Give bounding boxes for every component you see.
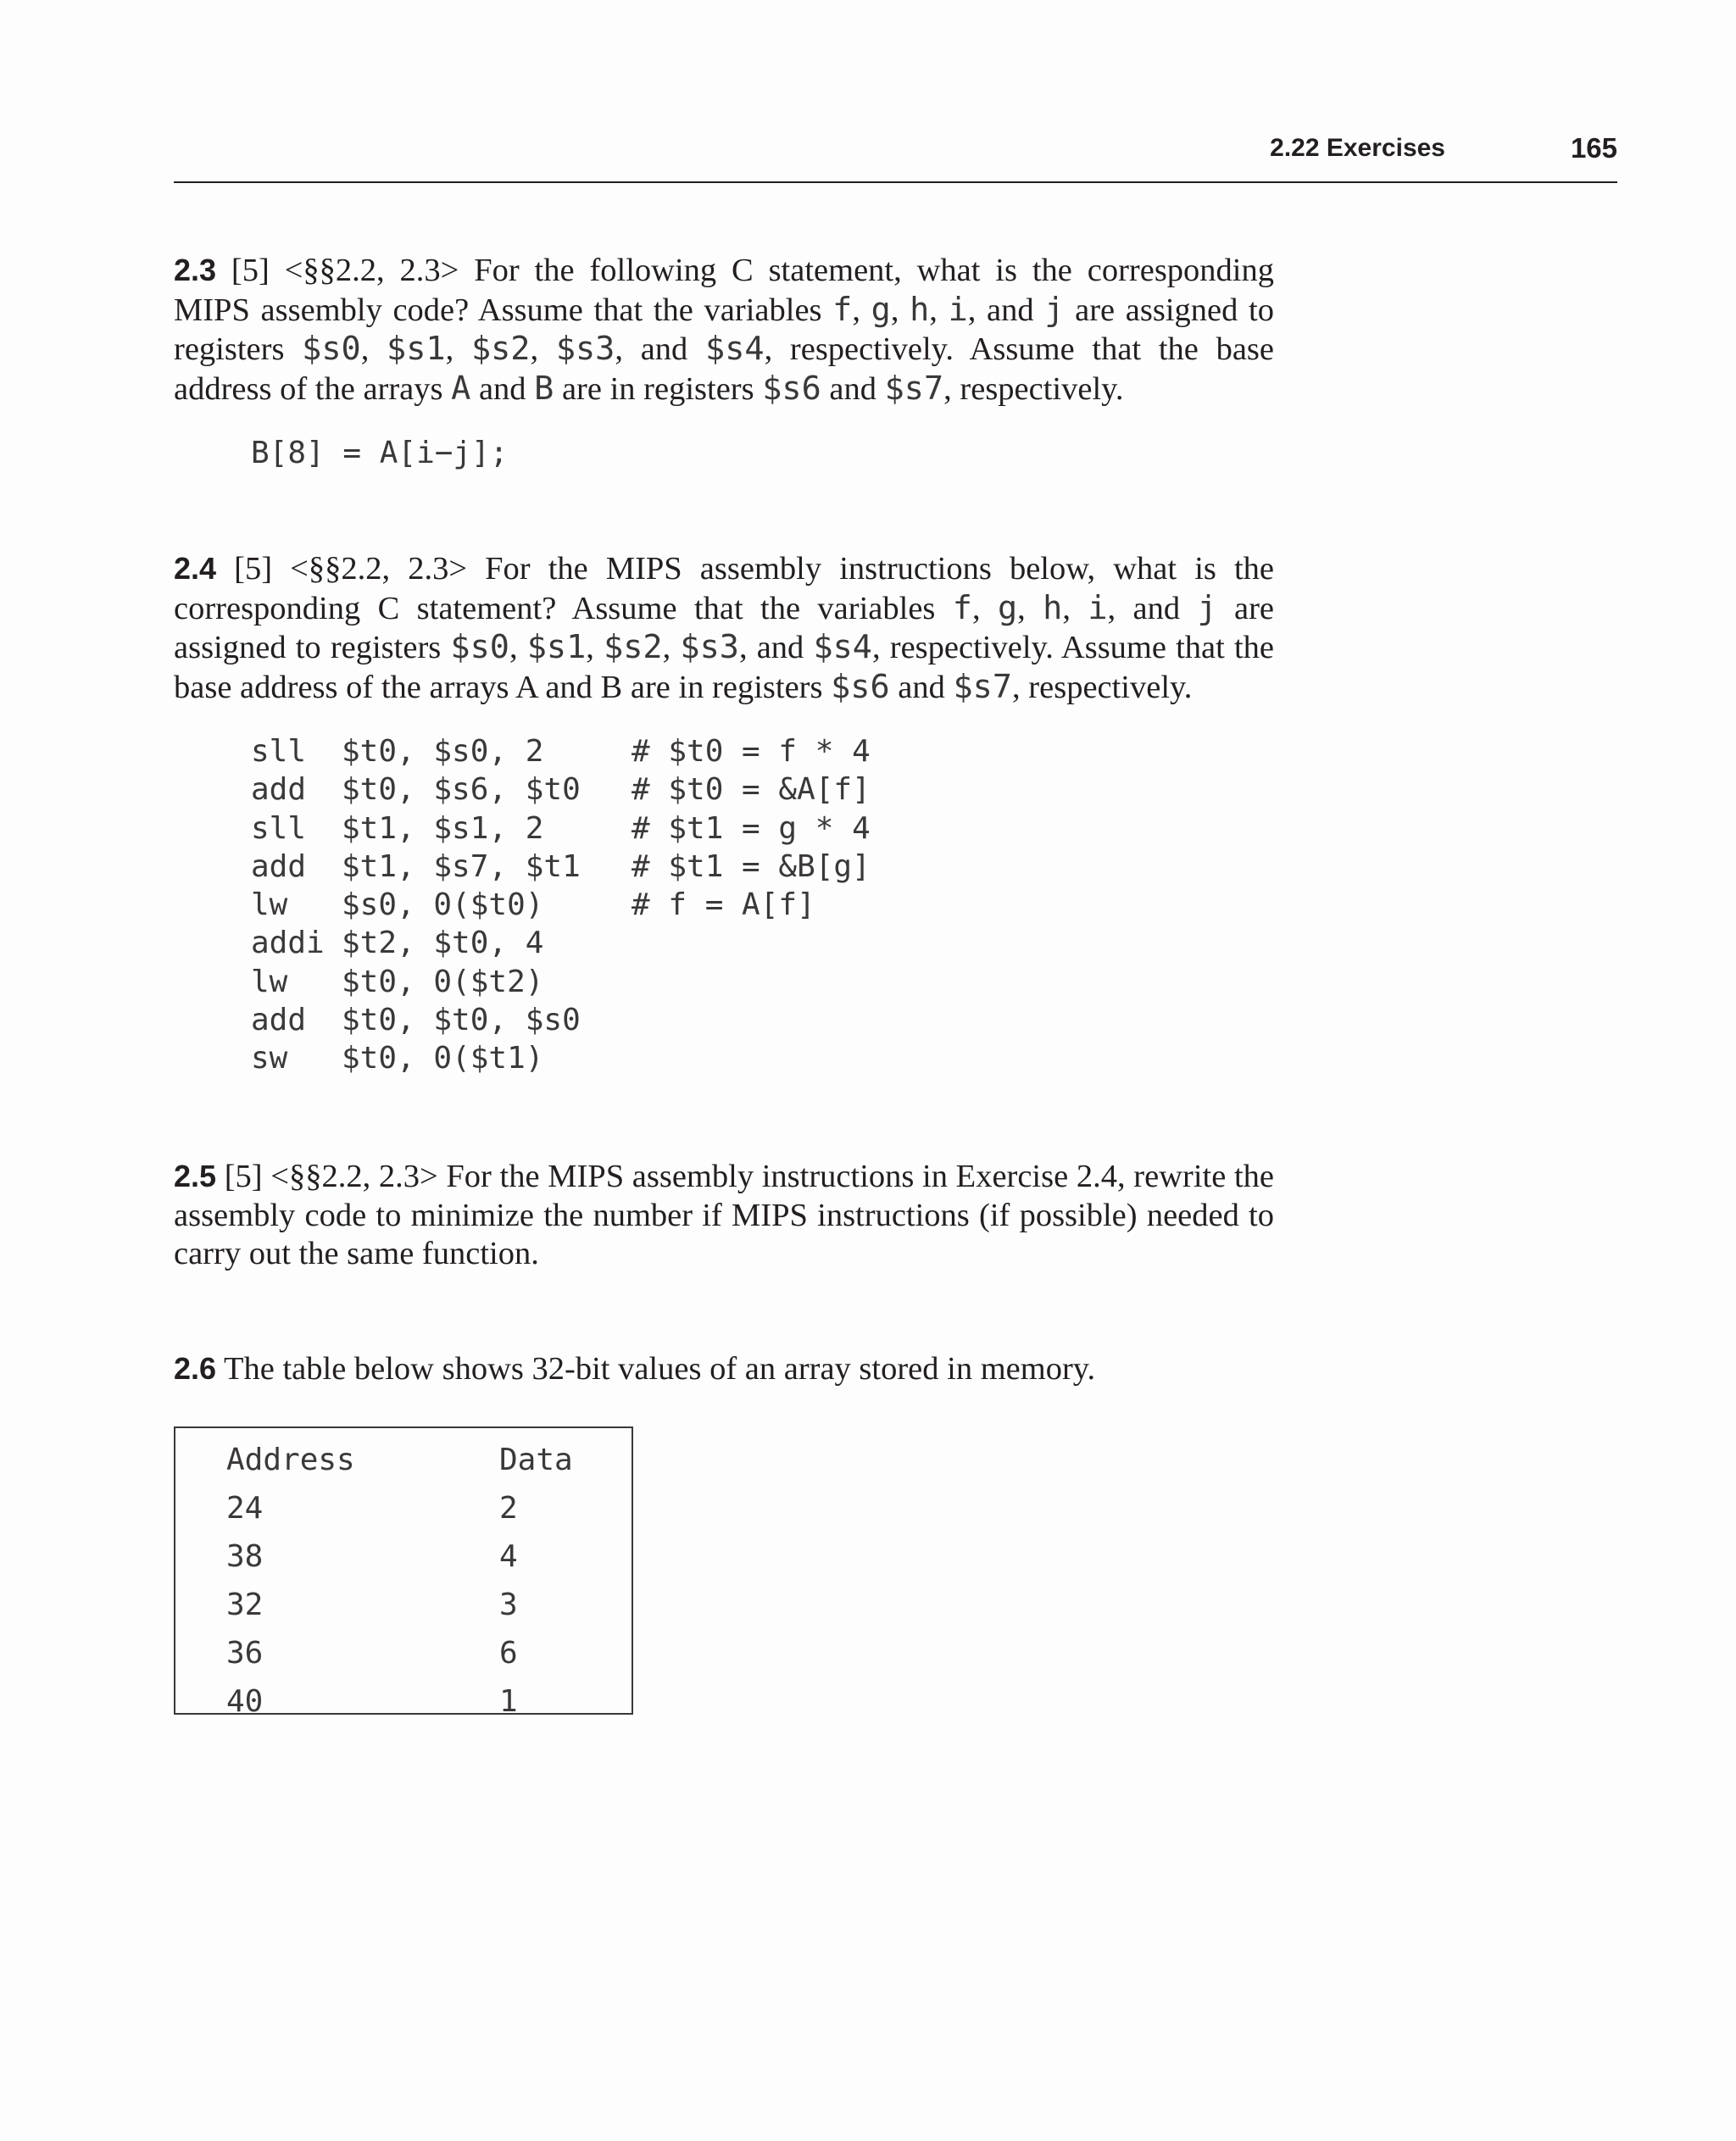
exercise-2-5-text: 2.5 [5] <§§2.2, 2.3> For the MIPS assembly instructions in Exercise 2.4, rewrite the assembly code to minimize the number if MIPS instructions (if possible) needed to carry out the same function. [174, 1159, 1274, 1271]
code-line: add $t0, $s6, $t0 # $t0 = &A[f] [251, 772, 871, 808]
code-line: sw $t0, 0($t1) [251, 1041, 544, 1076]
address-cell: 38 [226, 1539, 264, 1574]
code-line: lw $t0, 0($t2) [251, 964, 544, 999]
address-cell: 24 [226, 1491, 264, 1526]
data-cell: 2 [499, 1491, 518, 1526]
code-line: addi $t2, $t0, 4 [251, 926, 544, 961]
exercise-number: 2.4 [174, 551, 217, 586]
code-comment: # $t0 = &A[f] [632, 772, 871, 808]
exercise-2-3-text: 2.3 [5] <§§2.2, 2.3> For the following C statement, what is the corresponding MIPS assembly code? Assume that the variables f, g, h, i, and j are assigned to registers $s0, $s1, $s2, $s3, and $s4, respectively. Assume that the base address of the arrays A and B are in registers $s6 and $s7, respectively. [174, 253, 1275, 408]
mips-code-block [251, 734, 1014, 1080]
column-header-data: Data [499, 1443, 573, 1477]
code-line: sll $t0, $s0, 2 # $t0 = f * 4 [251, 734, 871, 769]
address-cell: 36 [226, 1636, 264, 1671]
exercise-2-6-text: 2.6 The table below shows 32-bit values of an array stored in memory. [174, 1351, 1096, 1387]
address-cell: 40 [226, 1684, 264, 1719]
code-comment: # $t1 = g * 4 [632, 810, 871, 846]
data-cell: 6 [499, 1636, 518, 1671]
exercise-2-4-text: 2.4 [5] <§§2.2, 2.3> For the MIPS assembly instructions below, what is the corresponding C statement? Assume that the variables f, g, h, i, and j are assigned to registers $s0, $s1, $s2, $s3, and $s4, respectively. Assume that the base address of the arrays A and B are in registers $s6 and $s7, respectively. [174, 551, 1275, 706]
code-comment: # $t1 = &B[g] [632, 848, 871, 884]
code-snippet-2-3: B[8] = A[i−j]; [251, 436, 509, 470]
exercise-number: 2.6 [174, 1351, 217, 1386]
code-line: add $t1, $s7, $t1 # $t1 = &B[g] [251, 848, 871, 884]
section-label: 2.22 Exercises [1270, 134, 1445, 162]
code-comment: # f = A[f] [632, 887, 815, 923]
code-line: add $t0, $t0, $s0 [251, 1003, 581, 1038]
page-number: 165 [1570, 132, 1617, 164]
code-comment: # $t0 = f * 4 [632, 734, 871, 769]
column-header-address: Address [226, 1443, 355, 1477]
address-cell: 32 [226, 1588, 264, 1622]
memory-table [174, 1426, 633, 1719]
data-cell: 3 [499, 1588, 518, 1622]
exercise-number: 2.5 [174, 1159, 217, 1193]
data-cell: 4 [499, 1539, 518, 1574]
running-head [174, 125, 1617, 183]
code-line: lw $s0, 0($t0) # f = A[f] [251, 887, 815, 923]
exercise-number: 2.3 [174, 253, 217, 287]
data-cell: 1 [499, 1684, 518, 1719]
code-line: sll $t1, $s1, 2 # $t1 = g * 4 [251, 810, 871, 846]
